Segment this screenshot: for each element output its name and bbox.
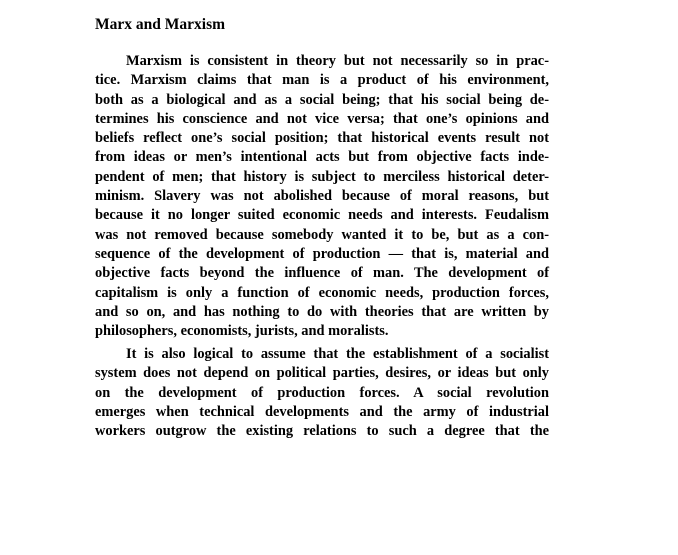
text-line: Marxism is consistent in theory but not necessarily so in prac- [126, 53, 549, 69]
text-line: sequence of the development of production — that is, material and [95, 245, 549, 262]
text-line: on the development of production forces. A social revolution [95, 384, 549, 401]
text-line: and so on, and has nothing to do with theories that are written by [95, 303, 549, 320]
text-line: was not removed because somebody wanted it to be, but as a con- [95, 226, 549, 243]
text-line: termines his conscience and not vice versa; that one’s opinions and [95, 110, 549, 127]
text-line: tice. Marxism claims that man is a product of his environment, [95, 72, 549, 89]
text-line: both as a biological and as a social being; that his social being de- [95, 91, 549, 108]
text-line: philosophers, economists, jurists, and moralists. [95, 323, 389, 340]
section-title: Marx and Marxism [95, 16, 226, 33]
text-line: because it no longer suited economic needs and interests. Feudalism [95, 207, 549, 224]
text-line: objective facts beyond the influence of man. The development of [95, 265, 549, 282]
text-line: pendent of men; that history is subject to merciless historical deter- [95, 168, 549, 185]
text-line: capitalism is only a function of economic needs, production forces, [95, 284, 549, 301]
text-line: from ideas or men’s intentional acts but from objective facts inde- [95, 149, 549, 166]
paragraph-2 [95, 345, 549, 441]
text-line: emerges when technical developments and the army of industrial [95, 403, 549, 420]
text-line: system does not depend on political parties, desires, or ideas but only [95, 365, 549, 382]
text-line: It is also logical to assume that the establishment of a socialist [126, 346, 549, 362]
text-line: minism. Slavery was not abolished because of moral reasons, but [95, 188, 549, 205]
text-line: beliefs reflect one’s social position; that historical events result not [95, 130, 549, 147]
paragraph-1 [95, 52, 549, 341]
text-line: workers outgrow the existing relations to such a degree that the [95, 423, 549, 440]
